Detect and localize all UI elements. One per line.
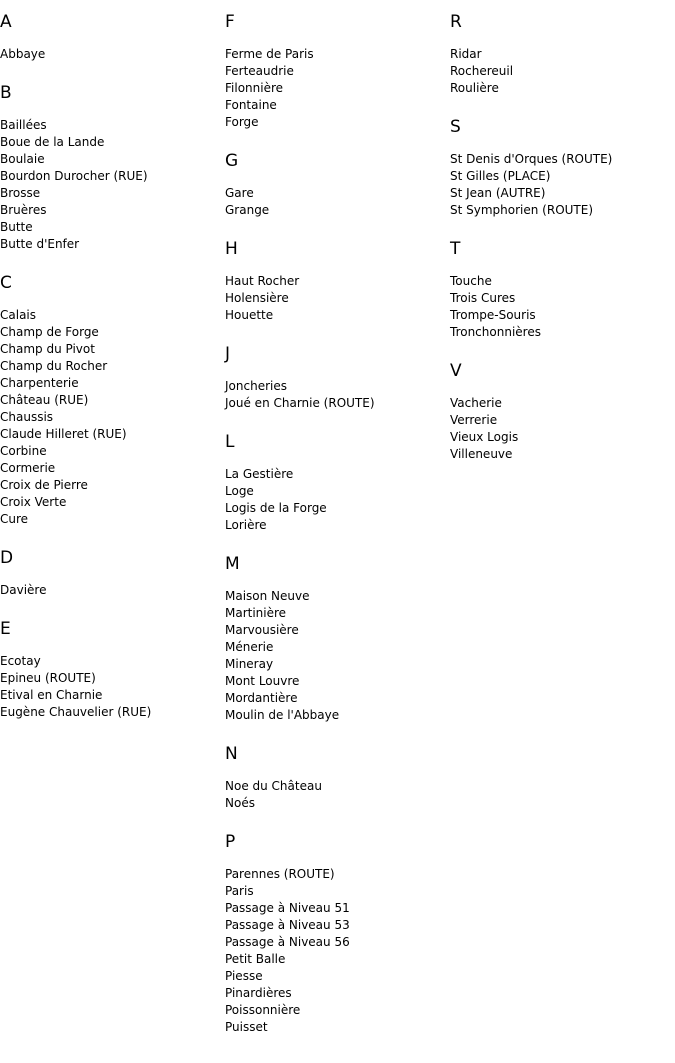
- place-list: [225, 378, 450, 412]
- place-list: [225, 46, 450, 131]
- place-link[interactable]: Passage à Niveau 56: [225, 935, 350, 949]
- place-list: [0, 117, 225, 253]
- letter-group: [0, 83, 225, 253]
- letter-heading: F: [225, 12, 235, 32]
- letter-heading: P: [225, 832, 236, 852]
- letter-group: [225, 554, 450, 724]
- place-link[interactable]: Vieux Logis: [450, 430, 519, 444]
- letter-heading: M: [225, 554, 240, 574]
- place-link[interactable]: Château (RUE): [0, 393, 89, 407]
- place-link[interactable]: Ecotay: [0, 654, 41, 668]
- place-list: [450, 395, 675, 463]
- place-list: [0, 46, 225, 63]
- letter-group: [225, 151, 450, 219]
- place-link[interactable]: Passage à Niveau 51: [225, 901, 350, 915]
- letter-group: [225, 432, 450, 534]
- place-link[interactable]: Pinardières: [225, 986, 292, 1000]
- letter-group: [450, 239, 675, 341]
- letter-heading: G: [225, 151, 239, 171]
- letter-group: [0, 273, 225, 528]
- place-link[interactable]: Croix de Pierre: [0, 478, 88, 492]
- place-link[interactable]: Passage à Niveau 53: [225, 918, 350, 932]
- letter-heading: B: [0, 83, 12, 103]
- place-link[interactable]: Martinière: [225, 606, 287, 620]
- place-list: [450, 273, 675, 341]
- place-link[interactable]: Joué en Charnie (ROUTE): [225, 396, 375, 410]
- letter-group: [450, 361, 675, 463]
- place-link[interactable]: Champ de Forge: [0, 325, 99, 339]
- place-link[interactable]: Fontaine: [225, 98, 277, 112]
- place-link[interactable]: Haut Rocher: [225, 274, 300, 288]
- place-link[interactable]: Trois Cures: [450, 291, 516, 305]
- letter-heading: J: [225, 344, 231, 364]
- place-link[interactable]: Brosse: [0, 186, 41, 200]
- place-link[interactable]: Corbine: [0, 444, 47, 458]
- place-link[interactable]: La Gestière: [225, 467, 294, 481]
- place-link[interactable]: Bruères: [0, 203, 47, 217]
- place-link[interactable]: Boue de la Lande: [0, 135, 105, 149]
- place-link[interactable]: Boulaie: [0, 152, 45, 166]
- letter-heading: D: [0, 548, 14, 568]
- letter-heading: R: [450, 12, 462, 32]
- place-link[interactable]: St Jean (AUTRE): [450, 186, 546, 200]
- place-link[interactable]: Butte d'Enfer: [0, 237, 80, 251]
- place-link[interactable]: Vacherie: [450, 396, 502, 410]
- place-link[interactable]: Cure: [0, 512, 29, 526]
- place-link[interactable]: Tronchonnières: [450, 325, 541, 339]
- place-link[interactable]: Houette: [225, 308, 274, 322]
- place-link[interactable]: Bourdon Durocher (RUE): [0, 169, 148, 183]
- place-link[interactable]: Mordantière: [225, 691, 298, 705]
- index-column: [225, 12, 450, 1056]
- letter-heading: H: [225, 239, 238, 259]
- index-column: [0, 12, 225, 741]
- place-list: [225, 466, 450, 534]
- place-link[interactable]: Champ du Pivot: [0, 342, 95, 356]
- letter-group: [450, 12, 675, 97]
- place-link[interactable]: Joncheries: [225, 379, 287, 393]
- place-list: [0, 307, 225, 528]
- place-link[interactable]: Ferteaudrie: [225, 64, 294, 78]
- index-column: [450, 12, 675, 483]
- place-link[interactable]: Parennes (ROUTE): [225, 867, 335, 881]
- letter-group: [0, 12, 225, 63]
- place-link[interactable]: Noés: [225, 796, 255, 810]
- letter-heading: T: [450, 239, 461, 259]
- place-list: [0, 653, 225, 721]
- letter-heading: L: [225, 432, 235, 452]
- place-list: [225, 778, 450, 812]
- place-link[interactable]: Puisset: [225, 1020, 268, 1034]
- place-list: [225, 588, 450, 724]
- letter-group: [225, 744, 450, 812]
- letter-group: [225, 12, 450, 131]
- place-link[interactable]: Loge: [225, 484, 254, 498]
- place-link[interactable]: Claude Hilleret (RUE): [0, 427, 127, 441]
- place-link[interactable]: Davière: [0, 583, 47, 597]
- letter-heading: E: [0, 619, 11, 639]
- place-link[interactable]: Calais: [0, 308, 37, 322]
- place-link[interactable]: Croix Verte: [0, 495, 67, 509]
- place-link[interactable]: Chaussis: [0, 410, 54, 424]
- place-list: [225, 273, 450, 324]
- place-link[interactable]: Cormerie: [0, 461, 56, 475]
- place-link[interactable]: Mineray: [225, 657, 274, 671]
- place-link[interactable]: Butte: [0, 220, 33, 234]
- place-link[interactable]: Rochereuil: [450, 64, 514, 78]
- place-link[interactable]: Gare: [225, 186, 254, 200]
- letter-heading: C: [0, 273, 12, 293]
- letter-group: [450, 117, 675, 219]
- place-link[interactable]: St Denis d'Orques (ROUTE): [450, 152, 613, 166]
- place-link[interactable]: Forge: [225, 115, 259, 129]
- place-list: [0, 582, 225, 599]
- letter-heading: V: [450, 361, 462, 381]
- letter-group: [0, 619, 225, 721]
- letter-group: [0, 548, 225, 599]
- place-link[interactable]: Villeneuve: [450, 447, 513, 461]
- place-link[interactable]: Noe du Château: [225, 779, 322, 793]
- letter-heading: N: [225, 744, 238, 764]
- place-link[interactable]: Moulin de l'Abbaye: [225, 708, 340, 722]
- letter-group: [225, 832, 450, 1036]
- place-link[interactable]: Epineu (ROUTE): [0, 671, 96, 685]
- place-link[interactable]: Lorière: [225, 518, 267, 532]
- place-link[interactable]: Grange: [225, 203, 270, 217]
- place-list: [450, 151, 675, 219]
- letter-group: [225, 239, 450, 324]
- place-link[interactable]: Filonnière: [225, 81, 284, 95]
- place-link[interactable]: Etival en Charnie: [0, 688, 103, 702]
- place-link[interactable]: Paris: [225, 884, 254, 898]
- place-link[interactable]: Abbaye: [0, 47, 46, 61]
- place-list: [225, 185, 450, 219]
- place-link[interactable]: Ménerie: [225, 640, 274, 654]
- place-link[interactable]: Eugène Chauvelier (RUE): [0, 705, 152, 719]
- place-link[interactable]: Verrerie: [450, 413, 498, 427]
- letter-group: [225, 344, 450, 412]
- place-list: [225, 866, 450, 1036]
- place-link[interactable]: Marvousière: [225, 623, 299, 637]
- place-link[interactable]: Roulière: [450, 81, 499, 95]
- place-list: [450, 46, 675, 97]
- letter-heading: A: [0, 12, 12, 32]
- place-link[interactable]: Baillées: [0, 118, 47, 132]
- place-link[interactable]: Trompe-Souris: [450, 308, 536, 322]
- letter-heading: S: [450, 117, 461, 137]
- place-link[interactable]: Ridar: [450, 47, 482, 61]
- place-link[interactable]: Maison Neuve: [225, 589, 310, 603]
- place-link[interactable]: Charpenterie: [0, 376, 79, 390]
- place-link[interactable]: St Gilles (PLACE): [450, 169, 551, 183]
- place-link[interactable]: Poissonnière: [225, 1003, 301, 1017]
- place-link[interactable]: Petit Balle: [225, 952, 286, 966]
- place-link[interactable]: Touche: [450, 274, 492, 288]
- place-link[interactable]: Piesse: [225, 969, 263, 983]
- place-link[interactable]: Ferme de Paris: [225, 47, 314, 61]
- place-link[interactable]: Champ du Rocher: [0, 359, 108, 373]
- place-link[interactable]: Holensière: [225, 291, 289, 305]
- place-link[interactable]: Logis de la Forge: [225, 501, 327, 515]
- place-link[interactable]: St Symphorien (ROUTE): [450, 203, 594, 217]
- place-link[interactable]: Mont Louvre: [225, 674, 300, 688]
